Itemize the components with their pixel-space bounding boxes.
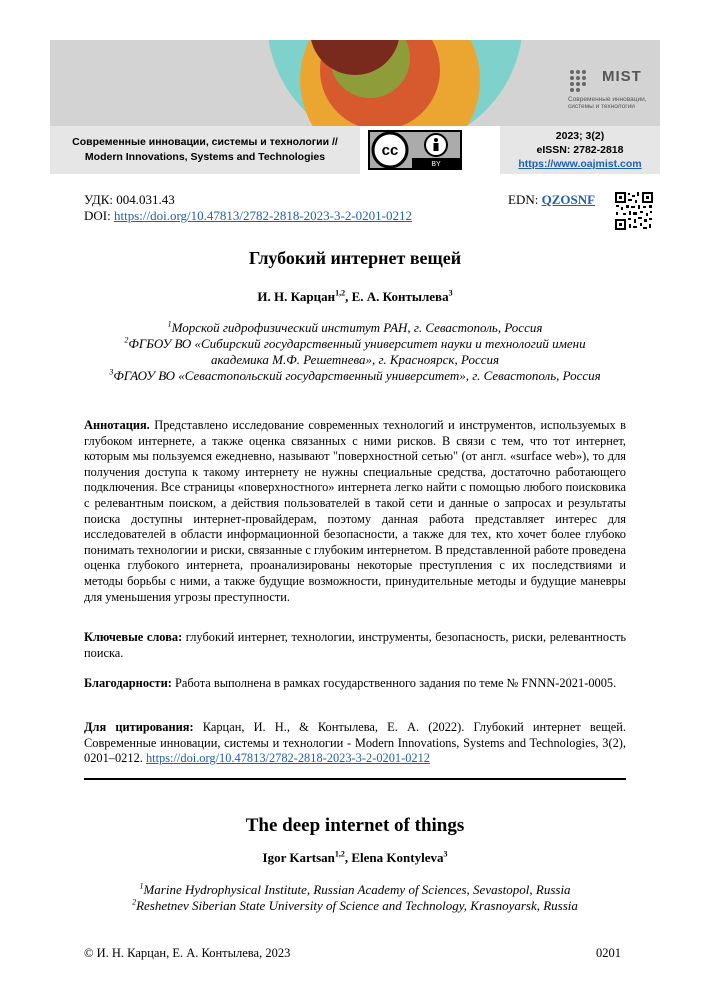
issue-number: 2023; 3(2) bbox=[555, 130, 605, 142]
author-2-ru: Е. А. Контылева bbox=[351, 289, 449, 304]
doi-line bbox=[84, 208, 412, 224]
logo-text: MIST bbox=[602, 68, 642, 85]
affiliation-1-en: $^1$Marine Hydrophysical Institute, Russian Academy of Sciences, Sevastopol, Russia bbox=[139, 881, 571, 897]
cite-doi-link[interactable]: https://doi.org/10.47813/2782-2818-2023-3-2-0201-0212 bbox=[145, 751, 431, 766]
author-1-ru: И. Н. Карцан bbox=[257, 289, 336, 304]
mist-logo-icon bbox=[568, 68, 598, 98]
section-divider bbox=[84, 778, 626, 780]
edn-line bbox=[508, 192, 595, 208]
author-1-en: Igor Kartsan bbox=[262, 850, 335, 865]
affiliation-1-ru: $^1$Морской гидрофизический институт РАН, г. Севастополь, Россия bbox=[167, 319, 543, 335]
journal-info-row bbox=[50, 126, 660, 174]
keywords-label: Ключевые слова: bbox=[84, 630, 183, 644]
journal-name-ru: Современные инновации, системы и технологии // bbox=[72, 136, 338, 148]
thanks-text: Работа выполнена в рамках государственного задания по теме № FNNN-2021-0005. bbox=[171, 676, 617, 690]
journal-name-box bbox=[50, 126, 360, 174]
doi-label: DOI: bbox=[84, 208, 114, 223]
affiliation-3-ru: $^3$ФГАОУ ВО «Севастопольский государственный университет», г. Севастополь, Россия bbox=[109, 367, 601, 383]
journal-banner bbox=[50, 40, 660, 126]
cite-label: Для цитирования: bbox=[84, 720, 194, 734]
authors-ru: И. Н. Карцан$^{1,2}$, Е. А. Контылева$^3$ bbox=[257, 288, 453, 304]
authors-en: Igor Kartsan$^{1,2}$, Elena Kontyleva$^3$ bbox=[262, 849, 448, 865]
abstract-label: Аннотация. bbox=[84, 418, 150, 432]
by-label: BY bbox=[431, 161, 441, 168]
title-ru: Глубокий интернет вещей bbox=[248, 248, 462, 268]
doi-link[interactable]: https://doi.org/10.47813/2782-2818-2023-3-2-0201-0212 bbox=[113, 208, 412, 223]
journal-name-en: Modern Innovations, Systems and Technologies bbox=[84, 151, 326, 163]
edn-label: EDN: bbox=[508, 192, 542, 207]
affiliations-ru bbox=[96, 320, 614, 384]
journal-website-link[interactable]: https://www.oajmist.com bbox=[518, 158, 642, 170]
issue-info-box bbox=[500, 126, 660, 174]
title-en: The deep internet of things bbox=[245, 815, 465, 836]
logo-subtitle: Современные инновации, системы и технологии bbox=[568, 96, 647, 110]
keywords-text: глубокий интернет, технологии, инструменты, безопасность, риски, релевантность поиска. bbox=[84, 630, 627, 660]
eissn: eISSN: 2782-2818 bbox=[536, 144, 624, 156]
cite-text: Карцан, И. Н., & Контылева, Е. А. (2022). Глубокий интернет вещей. Современные инновации, системы и технологии - Modern Innovations, Systems and Technologies, 3(2), 0201–0212. bbox=[84, 720, 626, 766]
page-number: 0201 bbox=[596, 946, 621, 960]
edn-link[interactable]: QZOSNF bbox=[541, 192, 596, 207]
affiliation-2-en: $^2$Reshetnev Siberian State University of Science and Technology, Krasnoyarsk, Russia bbox=[132, 897, 578, 913]
thanks-label: Благодарности: bbox=[84, 676, 172, 690]
cc-label: cc bbox=[381, 142, 399, 159]
affiliations-en bbox=[84, 882, 626, 914]
cc-by-license-icon[interactable] bbox=[368, 130, 462, 170]
footer-copyright: © И. Н. Карцан, Е. А. Контылева, 2023 bbox=[84, 946, 291, 960]
acknowledgements bbox=[84, 676, 626, 692]
keywords bbox=[84, 630, 626, 661]
udk: УДК: 004.031.43 bbox=[84, 192, 175, 207]
abstract-text: Представлено исследование современных технологий и инструментов, используемых в глубоком интернете, а также оценка связанных с ними рисков. В связи с тем, что тот интернет, которым мы пользуемся ежедневно, называют "поверхностной сетью" (от англ. «surface web»), то для получения доступа к такому интернету не нужны специальные средства, достаточно работающего подключения. Все страницы «поверхностного» интернета легко найти с помощью любого поисковика с релевантным поиском, а действия пользователей в такой сети и данные о запросах и результаты поиска доступны интернет-провайдерам, поэтому данная работа представляет интерес для исследователей в области информационной безопасности, а также для тех, кто хочет более глубоко понимать технологии и риски, связанные с глубоким интернетом. В представленной работе проведена оценка глубокого интернета, проанализированы некоторые преступления с их последствиями и методы борьбы с ними, а также будущие возможности, принудительные методы и будущие маневры для уменьшения угрозы преступности. bbox=[84, 418, 626, 604]
citation bbox=[84, 720, 626, 767]
qr-code-icon bbox=[614, 191, 654, 231]
author-2-en: Elena Kontyleva bbox=[351, 850, 444, 865]
abstract bbox=[84, 418, 626, 605]
affiliation-2-ru: $^2$ФГБОУ ВО «Сибирский государственный университет науки и технологий имени академика М.Ф. Решетнева», г. Красноярск, Россия bbox=[124, 335, 586, 367]
